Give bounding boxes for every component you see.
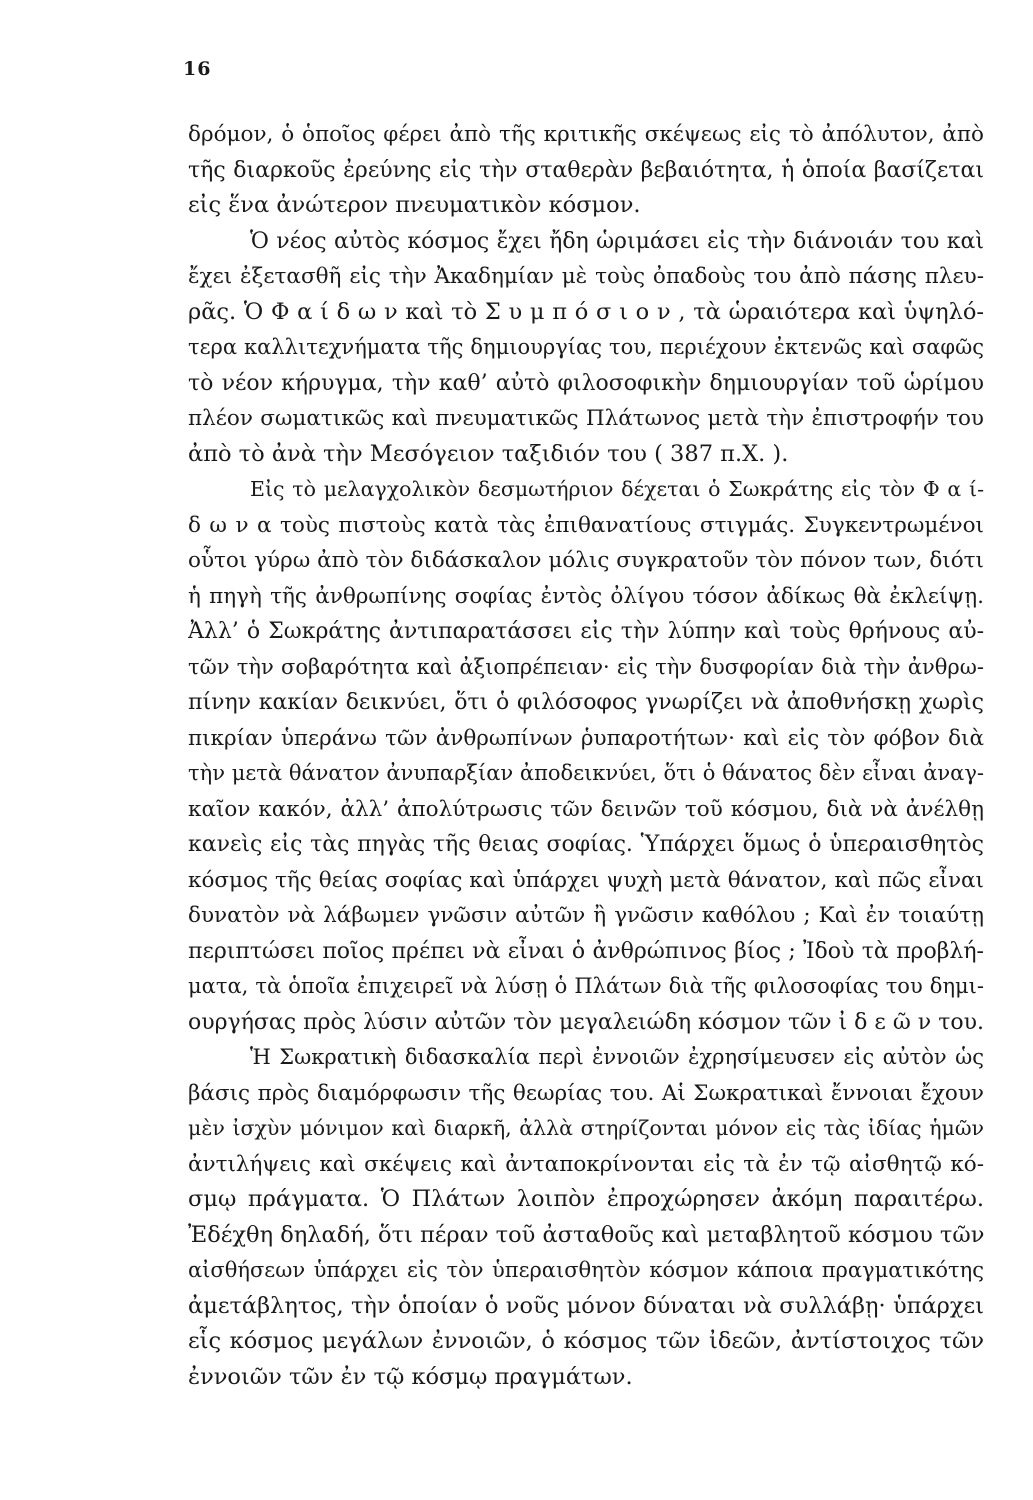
text-line: αἰσθήσεων ὑπάρχει εἰς τὸν ὑπεραισθητὸν κόσμον κάποια πραγματικότης <box>188 1258 984 1282</box>
text-line: ρᾶς. Ὁ Φ α ί δ ω ν καὶ τὸ Σ υ μ π ό σ ι ο ν , τὰ ὡραιότερα καὶ ὑψηλό- <box>188 298 984 325</box>
text-line: δ ω ν α τοὺς πιστοὺς κατὰ τὰς ἐπιθανατίους στιγμάς. Συγκεντρωμένοι <box>188 512 984 538</box>
text-line: ἐννοιῶν τῶν ἐν τῷ κόσμῳ πραγμάτων. <box>188 1363 633 1390</box>
text-line: ἀντιλήψεις καὶ σκέψεις καὶ ἀνταποκρίνονται εἰς τὰ ἐν τῷ αἰσθητῷ κό- <box>188 1151 984 1177</box>
text-line: μὲν ἰσχὺν μόνιμον καὶ διαρκῆ, ἀλλὰ στηρίζονται μόνον εἰς τὰς ἰδίας ἡμῶν <box>188 1116 984 1140</box>
paragraph <box>188 1040 984 1395</box>
text-line: οὗτοι γύρω ἀπὸ τὸν διδάσκαλον μόλις συγκρατοῦν τὸν πόνον των, διότι <box>188 548 984 573</box>
text-line: Ἡ Σωκρατικὴ διδασκαλία περὶ ἐννοιῶν ἐχρησίμευσεν εἰς αὐτὸν ὡς <box>250 1045 984 1069</box>
text-line: Ὁ νέος αὐτὸς κόσμος ἔχει ἤδη ὡριμάσει εἰς τὴν διάνοιάν του καὶ <box>250 228 984 254</box>
text-line: ἔχει ἐξετασθῆ εἰς τὴν Ἀκαδημίαν μὲ τοὺς ὀπαδοὺς του ἀπὸ πάσης πλευ- <box>188 264 984 289</box>
text-line: περιπτώσει ποῖος πρέπει νὰ εἶναι ὁ ἀνθρώπινος βίος ; Ἰδοὺ τὰ προβλή- <box>188 938 984 964</box>
text-line: πίνην κακίαν δεικνύει, ὅτι ὁ φιλόσοφος γνωρίζει νὰ ἀποθνήσκῃ χωρὶς <box>188 690 984 715</box>
paragraph <box>188 117 984 224</box>
text-line: πικρίαν ὑπεράνω τῶν ἀνθρωπίνων ῥυπαροτήτων· καὶ εἰς τὸν φόβον διὰ <box>188 725 984 751</box>
page-number: 16 <box>183 58 212 80</box>
text-line: πλέον σωματικῶς καὶ πνευματικῶς Πλάτωνος μετὰ τὴν ἐπιστροφήν του <box>188 406 984 431</box>
text-line: δρόμον, ὁ ὁποῖος φέρει ἀπὸ τῆς κριτικῆς σκέψεως εἰς τὸ ἀπόλυτον, ἀπὸ <box>188 122 984 147</box>
text-line: εἷς κόσμος μεγάλων ἐννοιῶν, ὁ κόσμος τῶν ἰδεῶν, ἀντίστοιχος τῶν <box>188 1328 984 1354</box>
text-line: τῆς διαρκοῦς ἐρεύνης εἰς τὴν σταθερὰν βεβαιότητα, ἡ ὁποία βασίζεται <box>188 157 984 183</box>
text-line: τῶν τὴν σοβαρότητα καὶ ἀξιοπρέπειαν· εἰς τὴν δυσφορίαν διὰ τὴν ἀνθρω- <box>188 654 984 679</box>
text-line: Ἐδέχθη δηλαδή, ὅτι πέραν τοῦ ἀσταθοῦς καὶ μεταβλητοῦ κόσμου τῶν <box>188 1221 984 1248</box>
text-line: ουργήσας πρὸς λύσιν αὐτῶν τὸν μεγαλειώδη κόσμον τῶν ἰ δ ε ῶ ν του. <box>188 1009 984 1035</box>
text-line: ἀμετάβλητος, τὴν ὁποίαν ὁ νοῦς μόνον δύναται νὰ συλλάβῃ· ὑπάρχει <box>188 1292 984 1319</box>
text-line: κανεὶς εἰς τὰς πηγὰς τῆς θειας σοφίας. Ὑπάρχει ὅμως ὁ ὑπεραισθητὸς <box>188 832 984 857</box>
text-line: τερα καλλιτεχνήματα τῆς δημιουργίας του, περιέχουν ἐκτενῶς καὶ σαφῶς <box>188 335 984 359</box>
text-line: τὴν μετὰ θάνατον ἀνυπαρξίαν ἀποδεικνύει, ὅτι ὁ θάνατος δὲν εἶναι ἀναγ- <box>188 761 984 785</box>
text-line: βάσις πρὸς διαμόρφωσιν τῆς θεωρίας του. Αἱ Σωκρατικαὶ ἔννοιαι ἔχουν <box>188 1080 984 1106</box>
text-line: Εἰς τὸ μελαγχολικὸν δεσμωτήριον δέχεται ὁ Σωκράτης εἰς τὸν Φ α ί- <box>250 477 984 501</box>
text-line: σμῳ πράγματα. Ὁ Πλάτων λοιπὸν ἐπροχώρησεν ἀκόμη παραιτέρω. <box>188 1186 984 1212</box>
text-line: ματα, τὰ ὁποῖα ἐπιχειρεῖ νὰ λύσῃ ὁ Πλάτων διὰ τῆς φιλοσοφίας του δημι- <box>188 974 984 998</box>
text-line: Ἀλλ’ ὁ Σωκράτης ἀντιπαρατάσσει εἰς τὴν λύπην καὶ τοὺς θρήνους αὐ- <box>188 619 984 644</box>
text-line: εἰς ἕνα ἀνώτερον πνευματικὸν κόσμον. <box>188 192 641 218</box>
paragraph <box>188 224 984 473</box>
paragraph <box>188 472 984 1040</box>
text-line: ἡ πηγὴ τῆς ἀνθρωπίνης σοφίας ἐντὸς ὀλίγου τόσον ἀδίκως θὰ ἐκλείψῃ. <box>188 583 984 609</box>
text-line: ἀπὸ τὸ ἀνὰ τὴν Μεσόγειον ταξιδιόν του ( 387 π.Χ. ). <box>188 440 789 467</box>
body-text <box>188 117 984 1395</box>
text-line: δυνατὸν νὰ λάβωμεν γνῶσιν αὐτῶν ἢ γνῶσιν καθόλου ; Καὶ ἐν τοιαύτῃ <box>188 903 984 928</box>
text-line: τὸ νέον κήρυγμα, τὴν καθ’ αὐτὸ φιλοσοφικὴν δημιουργίαν τοῦ ὡρίμου <box>188 370 984 396</box>
text-line: καῖον κακόν, ἀλλ’ ἀπολύτρωσις τῶν δεινῶν τοῦ κόσμου, διὰ νὰ ἀνέλθῃ <box>188 796 984 822</box>
text-line: κόσμος τῆς θείας σοφίας καὶ ὑπάρχει ψυχὴ μετὰ θάνατον, καὶ πῶς εἶναι <box>188 867 984 893</box>
